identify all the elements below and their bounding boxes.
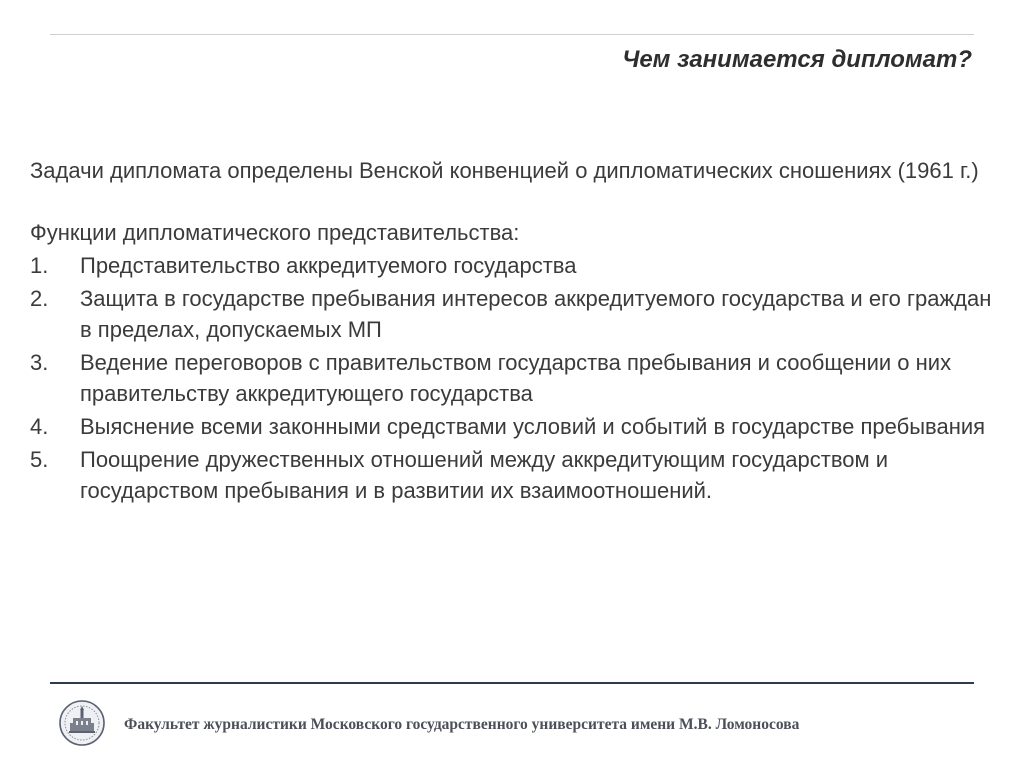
slide-title: Чем занимается дипломат?: [622, 46, 972, 73]
list-item: [30, 283, 1005, 345]
list-item-number: 2.: [30, 286, 49, 311]
intro-paragraph: Задачи дипломата определены Венской конвенцией о дипломатических сношениях (1961 г.): [30, 158, 979, 183]
slide-content: [30, 155, 1005, 506]
list-item-number: 5.: [30, 447, 49, 472]
list-item-text: Выяснение всеми законными средствами условий и событий в государстве пребывания: [80, 414, 986, 439]
footer-text: Факультет журналистики Московского государственного университета имени М.В. Ломоносова: [124, 716, 800, 733]
list-item-number: 4.: [30, 414, 49, 439]
list-item: [30, 444, 1005, 506]
list-item-text: Представительство аккредитуемого государства: [80, 253, 577, 278]
list-item: [30, 250, 1005, 281]
msu-emblem-icon: [58, 699, 106, 747]
functions-heading: Функции дипломатического представительства:: [30, 220, 520, 245]
top-divider: [50, 34, 974, 35]
list-item: [30, 347, 1005, 409]
footer-divider: [50, 682, 974, 684]
list-item-text: Поощрение дружественных отношений между аккредитующим государством и государством пребывания и в развитии их взаимоотношений.: [80, 447, 889, 503]
list-item-number: 3.: [30, 350, 49, 375]
list-item-number: 1.: [30, 253, 49, 278]
functions-list: [30, 250, 1005, 506]
list-item-text: Защита в государстве пребывания интересов аккредитуемого государства и его граждан в пределах, допускаемых МП: [80, 286, 992, 342]
list-item-text: Ведение переговоров с правительством государства пребывания и сообщении о них правительству аккредитующего государства: [80, 350, 952, 406]
list-item: [30, 411, 1005, 442]
